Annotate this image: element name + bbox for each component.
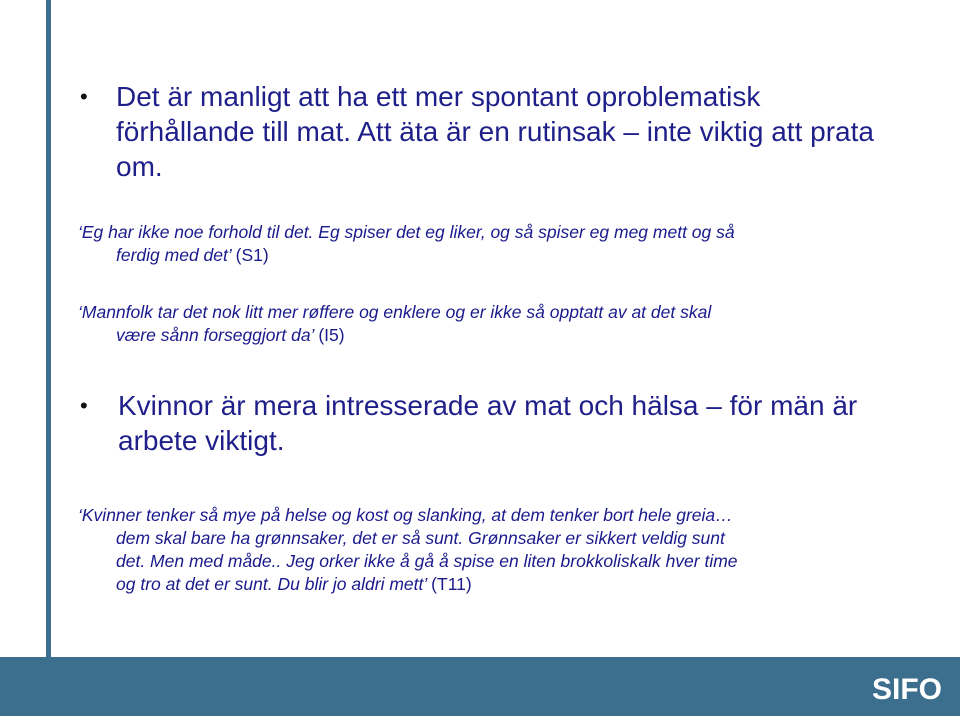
- quote-2-line-2: være sånn forseggjort da’ (I5): [116, 325, 345, 345]
- bullet-1: •: [80, 84, 88, 109]
- point-2-text: Kvinnor är mera intresserade av mat och hälsa – för män är arbete viktigt.: [118, 390, 858, 456]
- quote-1: [78, 221, 898, 267]
- quote-3-line-4: og tro at det er sunt. Du blir jo aldri mett’ (T11): [116, 574, 472, 594]
- sifo-logo-text: SIFO: [872, 673, 942, 704]
- quote-3: [78, 504, 898, 596]
- quote-2-ref: (I5): [318, 325, 345, 345]
- quote-2-line-1: ‘Mannfolk tar det nok litt mer røffere og enklere og er ikke så opptatt av at det skal: [78, 302, 712, 322]
- quote-2: [78, 301, 898, 347]
- point-1-text: Det är manligt att ha ett mer spontant oproblematisk förhållande till mat. Att äta är en rutinsak – inte viktig att prata om.: [116, 81, 874, 182]
- quote-3-ref: (T11): [431, 574, 472, 594]
- quote-3-line-1: ‘Kvinner tenker så mye på helse og kost og slanking, at dem tenker bort hele greia…: [78, 505, 733, 525]
- bullet-2: •: [80, 393, 88, 418]
- footer-band: [0, 657, 960, 716]
- sifo-logo: [872, 670, 942, 704]
- quote-1-line-1: ‘Eg har ikke noe forhold til det. Eg spiser det eg liker, og så spiser eg meg mett og så: [78, 222, 735, 242]
- quote-1-line-2: ferdig med det’ (S1): [116, 245, 269, 265]
- quote-3-line-2: dem skal bare ha grønnsaker, det er så sunt. Grønnsaker er sikkert veldig sunt: [116, 528, 725, 548]
- quote-1-ref: (S1): [235, 245, 269, 265]
- left-accent-bar: [46, 0, 51, 716]
- quote-3-line-3: det. Men med måde.. Jeg orker ikke å gå å spise en liten brokkoliskalk hver time: [116, 551, 738, 571]
